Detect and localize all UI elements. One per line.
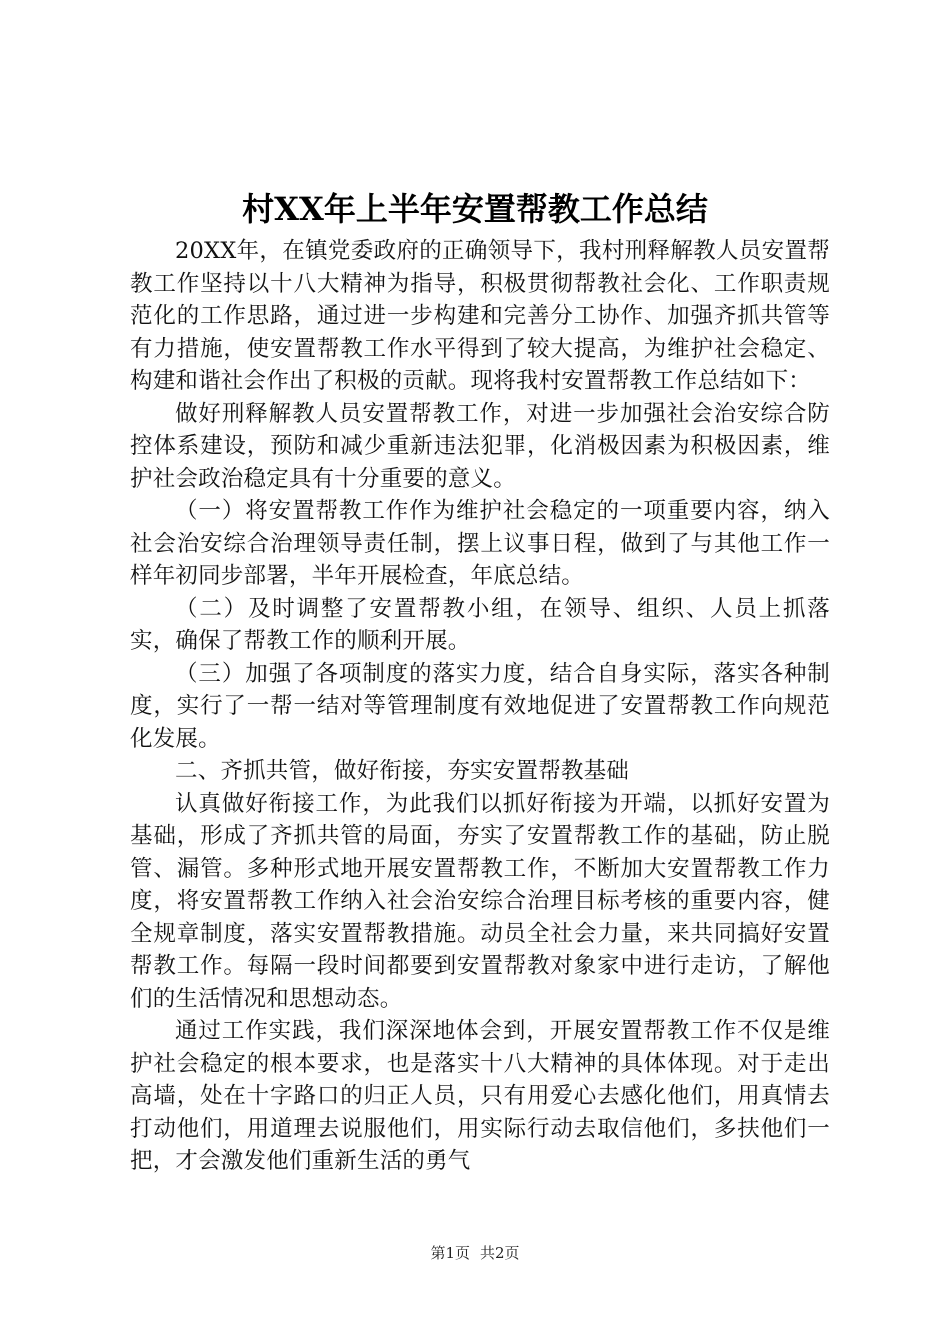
page-footer [0, 1242, 950, 1264]
section-heading-2: 二、齐抓共管，做好衔接，夯实安置帮教基础 [175, 758, 630, 784]
page-number: 第1页 [430, 1244, 470, 1262]
paragraph-experience: 通过工作实践，我们深深地体会到，开展安置帮教工作不仅是维护社会稳定的根本要求，也是落实十八大精神的具体体现。对于走出高墙，处在十字路口的归正人员，只有用爱心去感化他们，用真情去打动他们，用道理去说服他们，用实际行动去取信他们，多扶他们一把，才会激发他们重新生活的勇气 [130, 1018, 830, 1174]
page-total: 共2页 [480, 1244, 520, 1262]
paragraph-intro: 20XX年，在镇党委政府的正确领导下，我村刑释解教人员安置帮教工作坚持以十八大精神为指导，积极贯彻帮教社会化、工作职责规范化的工作思路，通过进一步构建和完善分工协作、加强齐抓共管等有力措施，使安置帮教工作水平得到了较大提高，为维护社会稳定、构建和谐社会作出了积极的贡献。现将我村安置帮教工作总结如下： [130, 238, 830, 394]
paragraph-significance: 做好刑释解教人员安置帮教工作，对进一步加强社会治安综合防控体系建设，预防和减少重新违法犯罪，化消极因素为积极因素，维护社会政治稳定具有十分重要的意义。 [130, 400, 830, 492]
document-title: 村XX年上半年安置帮教工作总结 [242, 190, 708, 228]
paragraph-item-1: （一）将安置帮教工作作为维护社会稳定的一项重要内容，纳入社会治安综合治理领导责任制，摆上议事日程，做到了与其他工作一样年初同步部署，半年开展检查，年底总结。 [130, 498, 830, 589]
paragraph-item-2: （二）及时调整了安置帮教小组，在领导、组织、人员上抓落实，确保了帮教工作的顺利开展。 [130, 595, 830, 654]
document-body [130, 235, 830, 1178]
paragraph-handover: 认真做好衔接工作，为此我们以抓好衔接为开端，以抓好安置为基础，形成了齐抓共管的局面，夯实了安置帮教工作的基础，防止脱管、漏管。多种形式地开展安置帮教工作，不断加大安置帮教工作力度，将安置帮教工作纳入社会治安综合治理目标考核的重要内容，健全规章制度，落实安置帮教措施。动员全社会力量，来共同搞好安置帮教工作。每隔一段时间都要到安置帮教对象家中进行走访，了解他们的生活情况和思想动态。 [130, 790, 830, 1012]
paragraph-item-3: （三）加强了各项制度的落实力度，结合自身实际，落实各种制度，实行了一帮一结对等管理制度有效地促进了安置帮教工作向规范化发展。 [130, 660, 830, 752]
